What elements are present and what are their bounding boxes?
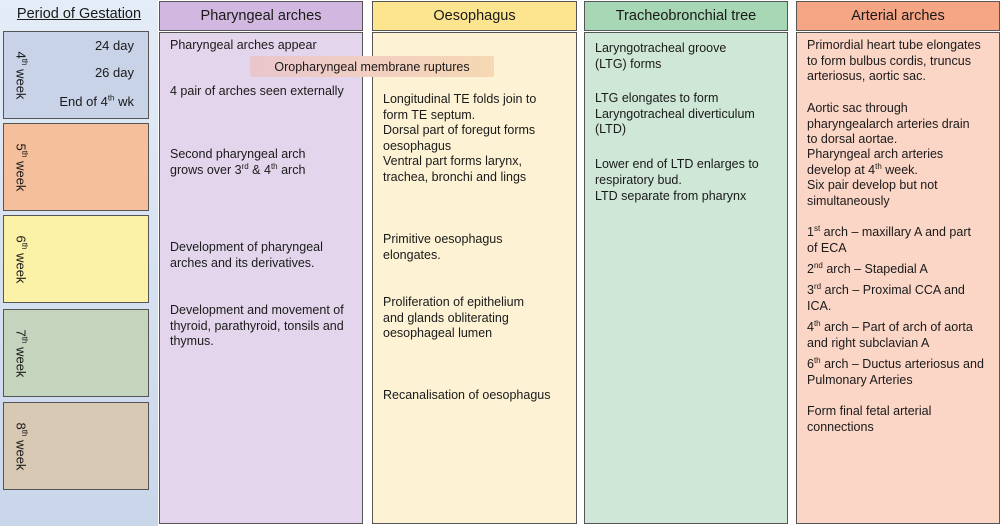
trachea-ltd: LTG elongates to form Laryngotracheal diverticulum (LTD)	[595, 91, 755, 136]
arterial-develop: Pharyngeal arch arteries develop at 4th week.	[807, 147, 944, 177]
pharyngeal-four-pair: 4 pair of arches seen externally	[170, 84, 344, 98]
week-6-box	[3, 215, 149, 303]
arterial-arch-2: 2nd arch – Stapedial A	[807, 260, 928, 276]
arterial-final: Form final fetal arterial connections	[807, 404, 932, 434]
week-8-box	[3, 402, 149, 490]
tracheobronchial-header: Tracheobronchial tree	[584, 1, 788, 31]
oesophagus-ventral: Ventral part forms larynx, trachea, bronchi and lings	[383, 154, 527, 184]
arterial-heart-tube: Primordial heart tube elongates to form bulbus cordis, truncus arteriosus, aortic sac.	[807, 38, 981, 83]
oropharyngeal-membrane-band: Oropharyngeal membrane ruptures	[250, 56, 494, 77]
stage-24-day: 24 day	[94, 38, 134, 53]
pharyngeal-arches-header: Pharyngeal arches	[159, 1, 363, 31]
pharyngeal-second-arch: Second pharyngeal arch grows over 3rd & 4th arch	[170, 147, 306, 177]
week-7-label: 7th week	[13, 329, 29, 377]
oesophagus-recanalisation: Recanalisation of oesophagus	[383, 388, 551, 402]
pharyngeal-arches-column	[159, 32, 363, 524]
oesophagus-primitive: Primitive oesophagus elongates.	[383, 232, 503, 262]
arterial-arch-3: 3rd arch – Proximal CCA and ICA.	[807, 281, 965, 313]
stage-end-4th-week: End of 4th wk	[59, 93, 134, 109]
stage-26-day: 26 day	[94, 65, 134, 80]
oesophagus-dorsal: Dorsal part of foregut forms oesophagus	[383, 123, 536, 153]
trachea-lower-end: Lower end of LTD enlarges to respiratory bud.	[595, 157, 759, 187]
arterial-arch-4: 4th arch – Part of arch of aorta and right subclavian A	[807, 318, 973, 350]
arterial-six-pair: Six pair develop but not simultaneously	[807, 178, 938, 208]
week-7-box	[3, 309, 149, 397]
oesophagus-te-folds: Longitudinal TE folds join to form TE septum.	[383, 92, 537, 122]
oesophagus-header: Oesophagus	[372, 1, 577, 31]
week-5-label: 5th week	[13, 143, 29, 191]
week-6-label: 6th week	[13, 235, 29, 283]
trachea-ltg: Laryngotracheal groove (LTG) forms	[595, 41, 727, 71]
arterial-arch-1: 1st arch – maxillary A and part of ECA	[807, 223, 971, 255]
pharyngeal-development: Development of pharyngeal arches and its derivatives.	[170, 240, 323, 270]
period-title: Period of Gestation	[16, 6, 142, 22]
arterial-arches-header: Arterial arches	[796, 1, 1000, 31]
week-4-label: 4th week	[13, 51, 29, 99]
week-4-box	[3, 31, 149, 119]
week-8-label: 8th week	[13, 422, 29, 470]
pharyngeal-appear: Pharyngeal arches appear	[170, 38, 317, 52]
period-sidebar	[0, 0, 158, 526]
trachea-separate: LTD separate from pharynx	[595, 189, 747, 203]
pharyngeal-thyroid: Development and movement of thyroid, parathyroid, tonsils and thymus.	[170, 303, 344, 348]
week-5-box	[3, 123, 149, 211]
arterial-aortic-sac: Aortic sac through pharyngealarch arteries drain to dorsal aortae.	[807, 101, 970, 146]
oesophagus-proliferation: Proliferation of epithelium and glands obliterating oesophageal lumen	[383, 295, 525, 340]
arterial-arch-6: 6th arch – Ductus arteriosus and Pulmonary Arteries	[807, 355, 984, 387]
